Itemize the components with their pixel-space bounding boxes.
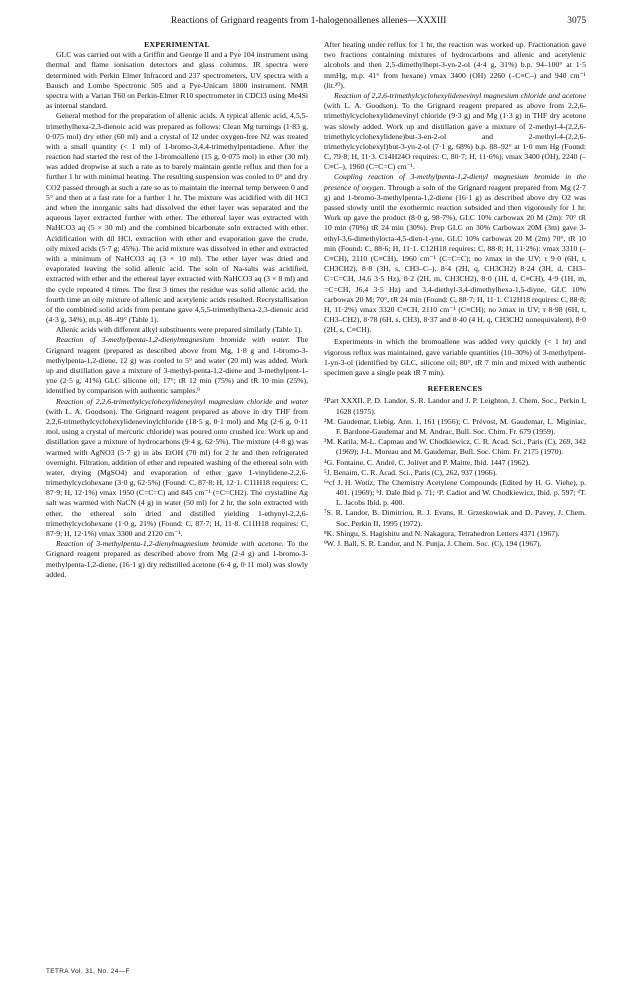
reference-item: ¹Part XXXII. P. D. Landor, S. R. Landor and J. P. Leighton, J. Chem. Soc., Perkin I, 1628 (1975).	[324, 396, 586, 416]
experiments-paragraph: Experiments in which the bromoallene was added very quickly (< 1 hr) and vigorous reflux was maintained, gave variable quantities (10–30%) of 3-methylpent-1-yn-3-ol (identified by GLC, silicone oil; 80°, tR 7 min and mixed with authentic specimen gave a single peak tR 7 min).	[324, 337, 586, 377]
continued-paragraph: After heating under reflux for 1 hr, the reaction was worked up. Fractionation gave two fractions containing mixtures of hydrocarbons and allenic and acetylenic alcohols and then 2,5-dimethylhept-3-yn-2-ol (4·4 g, 31%) b.p. 94–100° at 1·5 mmHg, m.p. 41° from hexane) νmax 3400 (OH) 2260 (–C≡C–) and 940 cm⁻¹ (lit.²⁰).	[324, 40, 586, 90]
reference-item: ⁹W. J. Ball, S. R. Landor, and N. Punja, J. Chem. Soc. (C), 194 (1967).	[324, 539, 542, 548]
water-reaction-paragraph	[46, 335, 308, 396]
journal-footer: TETRA Vol. 31, No. 24—F	[46, 968, 130, 975]
coupling-reaction-paragraph	[324, 172, 586, 335]
cyclohexylidene-acetone-paragraph	[324, 91, 586, 173]
reference-item: ²M. Gaudemar, Liebig. Ann. 1, 161 (1956); C. Prévost, M. Gaudemar, L. Miginiac, F. Bardone-Gaudemar and M. Andrac, Bull. Soc. Chim. Fr. 679 (1959).	[324, 416, 586, 436]
cyclohexylidene-acetone-title: Reaction of 2,2,6-trimethylcyclohexylidenevinyl magnesium chloride and acetone	[334, 90, 586, 100]
running-header	[46, 15, 586, 27]
cyclohexylidene-water-title: Reaction of 2,2,6-trimethylcyclohexylideneyinyl magnesium chloride and water	[56, 396, 308, 406]
reference-item: ⁵J. Benaim, C. R. Acad. Sci., Paris (C), 262, 937 (1966).	[324, 467, 498, 477]
coupling-reaction-title: Coupling reaction of 3-methylpenta-1,2-dienyl magnesium bromide in the presence of oxygen.	[324, 172, 586, 192]
cyclohexylidene-water-body: (with L. A. Goodson). The Grignard reagent prepared as above in dry THF from 2,2,6-trimethylcyclohexylidenevinylchloride (18·5 g, 0·1 mol) and Mg (2·6 g, 0·11 mol, using a crystal of mercuric chloride) was poured onto crushed ice. Work up and distillation gave a mixture of hydrocarbons (9·4 g, 62·5%). The mixture (4·8 g) was warmed with AgNO3 (5·7 g) in abs EtOH (70 ml) for 2 hr and then refrigerated overnight. Filtration, addition of ether and repeated washing of the ethereal soln with water, drying (MgSO4) and evaporation of ether gave 1-vinylidene-2,2,6-trimethylcyclohexane (3·0 g, 62·5%) (Found: C, 87·8; H, 12·1. C11H18 requires: C, 87·9; H, 12·1%) νmax 1950 (C=C=C) and 845 cm⁻¹ (=C=CH2). The crystalline Ag salt was warmed with NaCN (4 g) in water (50 ml) for 2 hr, the soln extracted with ether, the ethereal soln dried and distilled yielding 1-ethynyl-2,2,6-trimethylcyclohexane (1·0 g, 21%) (Found: C, 87·7; H, 11·8. C11H18 requires: C, 87·9; H, 12·1%) νmax 3300 and 2120 cm⁻¹.	[46, 406, 308, 538]
cyclohexylidene-water-paragraph	[46, 397, 308, 540]
reference-item: ⁴G. Fontaine, C. André, C. Jolivet and P. Maitte, Ibid. 1447 (1962).	[324, 457, 530, 467]
reference-item: ⁷S. R. Landor, B. Dimitriou, R. J. Evans, R. Grzeskowiak and D. Pavey, J. Chem. Soc. Perkin II, 1995 (1972).	[324, 508, 586, 528]
water-reaction-title: Reaction of 3-methylpenta-1,2-dienylmagnesium bromide with water.	[56, 335, 290, 345]
alkyl-acids-paragraph: Allenic acids with different alkyl substituents were prepared similarly (Table 1).	[56, 325, 303, 335]
left-column	[46, 40, 308, 895]
acetone-reaction-title: Reaction of 3-methylpenta-1,2-dienylmagnesium bromide with acetone.	[56, 539, 284, 549]
right-column	[324, 40, 586, 895]
reference-item: ⁶ᵃcf J. H. Wotiz, The Chemistry Acetylene Compounds (Edited by H. G. Viehe), p. 401. (1969); ᵇJ. Dale Ibid p. 71; ᶜP. Cadiot and W. Chodkiewicz, Ibid. p. 597; ᵈT. L. Jacobs Ibid. p. 400.	[324, 477, 586, 508]
general-method-paragraph: General method for the preparation of allenic acids. A typical allenic acid, 4,5,5-trimethylhexa-2,3-dienoic acid was prepared as follows: Clean Mg turnings (1·83 g, 0·075 mol) dry ether (60 ml) and a crystal of I2 under oxygen-free N2 was treated with a small quantity (< 1 ml) of 1-bromo-3,4,4-trimethylpentadiene. After the reaction had started the rest of the 1-bromoallene (15 g, 0·075 mol) in ether (30 ml) was added dropwise at such a rate as to barely maintain gentle reflux and then for a further 1 hr with minimal heating. The resulting suspension was cooled to 0° and dry CO2 passed through at such a rate so as to maintain the internal temp between 0 and 5° and then at a fast rate for a further 1 hr. The mixture was acidified with dil HCl and when the inorganic salts had dissolved the ether layer was separated and the aqueous layer extracted further with ether. The ethereal layer was extracted with NaHCO3 aq (5 × 30 ml) and the combined bicarbonate soln extracted with ether. Acidification with dil HCl, extraction with ether and evaporation gave the crude, oily mixed acids (5·7 g; 45%). The acid mixture was dissolved in ether and extracted with a minimum of NaHCO3 aq (3 × 10 ml). The ether layer was dried and evaporated leaving the solid allenic acid. The soln of Na-salts was acidified, extracted with ether and the ethereal layer extracted with NaHCO3 aq (3 × 8 ml) and the cycle repeated 4 times. The first 3 times the residue was solid allenic acid, the fourth time an oily mixture of allenic and acetylenic acids resulted. Recrystallisation of the combined solid acids from pentane gave 4,5,5-trimethylhexa-2,3-dienoic acid (4·3 g, 34%), m.p. 48–49° (Table 1).	[46, 111, 308, 325]
acetone-reaction-body: To the Grignard reagent prepared as described above from Mg (2·4 g) and 1-bromo-3-methylpenta-1,2-diene, (16·1 g) dry redistilled acetone (6·4 g, 0·11 mol) was slowly added.	[46, 539, 308, 579]
running-title: Reactions of Grignard reagents from 1-halogenoallenes allenes—XXXIII	[171, 16, 447, 26]
coupling-reaction-body: Through a soln of the Grignard reagent prepared from Mg (2·7 g) and 1-bromo-3-methylpenta-1,2-diene (16·1 g) as described above dry O2 was passed slowly until the exothermic reaction subsided and then vigorously for 1 hr. Work up gave the product (8·0 g, 98·7%), GLC 10% carbowax 20 M (2m): 70° tR 10 min (70%) tR 24 min (30%). Prep GLC on 30% Carbowax 20M (3m) gave 3-ethyl-3,6-dimethylocta-4,5-dien-1-yne, GLC 10% carbowax 20 M (2m) 70°, tR 10 min (Found: C, 88·6; H, 11·1. C12H18 requires: C, 88·8; H, 11·2%): νmax 3310 (–C≡CH), 2110 (C≡CH), 1960 cm⁻¹ (C=C=C); no λmax in the UV; τ 9·0 (6H, t, CH3CH2), 8·8 (3H, s, CH3–C–), 8·4 (2H, q, CH3CH2) 8·24 (3H, d, CH3–C=C=CH, J4,6 3·5 Hz), 8·2 (2H, m, CH3CH2), 8·0 (1H, d, C≡CH), 4·9 (1H, m, =C=CH, J6,4 3·5 Hz) and 3,4-diethyl-3,4-dimethylhexa-1,5-diyne, GLC 10% carbowax 20 M; 70°, tR 24 min (Found: C, 88·7; H, 11·1. C12H18 requires: C, 88·8; H, 11·2%) νmax 3320 C≡CH, 2110 cm⁻¹ (C≡CH); no λmax in UV; τ 8·98 (6H, t, CH3–CH2), 8·78 (6H, s, CH3), 8·37 and 8·40 (4 H, q, CH3CH2 nonequivalent), 8·0 (2H, s, C≡CH).	[324, 182, 586, 335]
cyclohexylidene-acetone-body: (with L. A. Goodson). To the Grignard reagent prepared as above from 2,2,6-trimethylcyclohexylidenevinyl chloride (9·3 g) and Mg (1·3 g) in THF dry acetone was slowly added. Work up and distillation gave a mixture of 2-methyl-4-(2,2,6-trimethylcyclohexylidene)but-3-en-2-ol and 2-methyl-4-(2,2,6-trimethylcyclohexyl)but-3-yn-2-ol (7·1 g, 68%) b.p. 88–92° at 1·0 mm Hg (Found: C, 79·8; H, 11·3. C14H24O requires: C, 80·7; H, 11·6%), νmax 3400 (OH), 2240 (–C≡C–), 1960 (C=C=C) cm⁻¹.	[324, 101, 586, 172]
references-list	[324, 396, 586, 549]
acetone-reaction-paragraph	[46, 539, 308, 580]
references-heading: REFERENCES	[427, 384, 483, 394]
experimental-heading: EXPERIMENTAL	[144, 40, 210, 49]
page-number: 3075	[567, 16, 586, 26]
instruments-paragraph: GLC was carried out with a Griffin and George II and a Pye 104 instrument using thermal and flame ionisation detectors and glass columns. IR spectra were determined with Perkin Elmer Infracord and 237 spectrometers, UV spectra with a Bausch and Lombe Spectronic 505 and a Pye-Unicam 1800 instrument. NMR spectra with a Varian T60 on Perkin-Elmer R10 spectrometer in CDCl3 using Me4Si as internal standard.	[46, 50, 308, 111]
reference-item: ³M. Karila, M-L. Capmau and W. Chodkiewicz, C. R. Acad. Sci., Paris (C), 269, 342 (1969); J-L. Moreau and M. Gaudemar, Bull. Soc. Chim. Fr. 2175 (1970).	[324, 437, 586, 457]
reference-item: ⁸K. Shingu, S. Hagishitu and N. Nakagura, Tetrahedron Letters 4371 (1967).	[324, 528, 560, 538]
water-reaction-body: The Grignard reagent (prepared as described above from Mg, 1·8 g and 1-bromo-3-methylpenta-1,2-diene, 12 g) was cooled to 5° and water (20 ml) was added. Work up and distillation gave a mixture of 3-methyl-penta-1,2-diene and 3-methylpent-1-yne (2·5 g, 41%) GLC silicone oil; 17°; tR 12 min (75%) and tR 10 min (25%), identified by comparison with authentic samples.⁹	[46, 335, 308, 396]
